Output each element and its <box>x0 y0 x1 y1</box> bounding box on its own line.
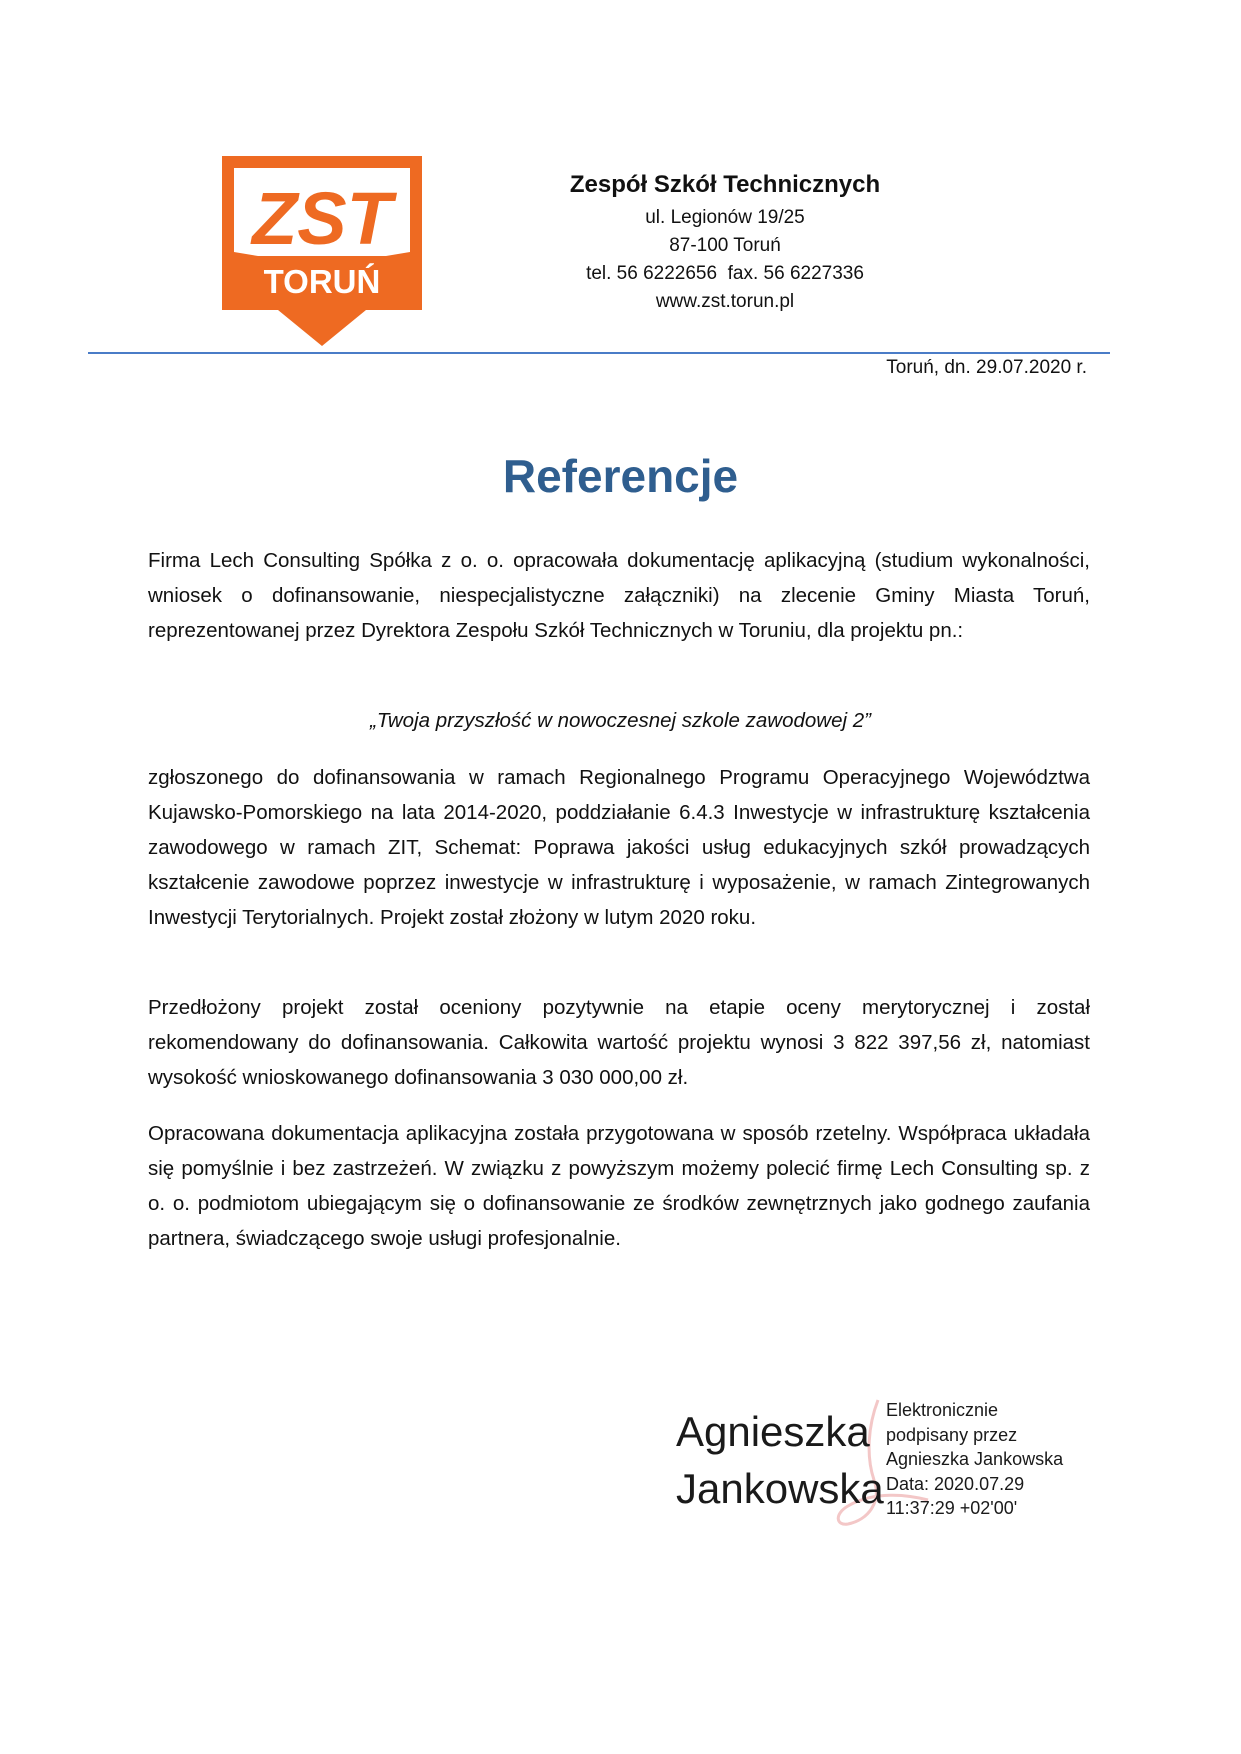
document-title: Referencje <box>502 450 739 502</box>
school-name: Zespół Szkół Technicznych <box>569 171 881 198</box>
address-line-1: ul. Legionów 19/25 <box>645 207 805 228</box>
paragraph-4-text: Opracowana dokumentacja aplikacyjna została przygotowana w sposób rzetelny. Współpraca układała się pomyślnie i bez zastrzeżeń. W związku z powyższym możemy polecić firmę Lech Consulting sp. z o. o. podmiotom ubiegającym się o dofinansowanie ze środków zewnętrznych jako godnego zaufania partnera, świadczącego swoje usługi profesjonalnie. <box>148 1122 1090 1250</box>
logo-bottom-text: TORUŃ <box>263 263 381 300</box>
paragraph-1-text: Firma Lech Consulting Spółka z o. o. opracowała dokumentację aplikacyjną (studium wykonalności, wniosek o dofinansowanie, niespecjalistyczne załączniki) na zlecenie Gminy Miasta Toruń, reprezentowanej przez Dyrektora Zespołu Szkół Technicznych w Toruniu, dla projektu pn.: <box>148 549 1090 642</box>
signature-name <box>676 1403 884 1517</box>
signature-info-line-2: podpisany przez <box>886 1424 1018 1445</box>
signature-info <box>886 1398 1063 1521</box>
paragraph-3-text: Przedłożony projekt został oceniony pozytywnie na etapie oceny merytorycznej i został rekomendowany do dofinansowania. Całkowita wartość projektu wynosi 3 822 397,56 zł, natomiast wysokość wnioskowanego dofinansowania 3 030 000,00 zł. <box>148 996 1090 1089</box>
signature-info-line-1: Elektronicznie <box>886 1400 999 1420</box>
signature-last-name: Jankowska <box>676 1465 884 1512</box>
paragraph-2-text: zgłoszonego do dofinansowania w ramach Regionalnego Programu Operacyjnego Województwa Kujawsko-Pomorskiego na lata 2014-2020, poddziałanie 6.4.3 Inwestycje w infrastrukturę kształcenia zawodowego w ramach ZIT, Schemat: Poprawa jakości usług edukacyjnych szkół prowadzących kształcenie zawodowe poprzez inwestycje w infrastrukturę i wyposażenie, w ramach Zintegrowanych Inwestycji Terytorialnych. Projekt został złożony w lutym 2020 roku. <box>148 766 1090 929</box>
body-paragraph-2 <box>148 760 1090 935</box>
project-quote: „Twoja przyszłość w nowoczesnej szkole zawodowej 2” <box>370 709 871 732</box>
zst-torun-logo <box>218 152 426 348</box>
document-date: Toruń, dn. 29.07.2020 r. <box>886 357 1087 378</box>
address-line-2: 87-100 Toruń <box>669 235 781 256</box>
signature-info-line-4: Data: 2020.07.29 <box>886 1473 1025 1494</box>
signature-info-line-3: Agnieszka Jankowska <box>886 1449 1064 1469</box>
signature-first-name: Agnieszka <box>676 1408 870 1455</box>
website: www.zst.torun.pl <box>655 291 795 312</box>
body-paragraph-3 <box>148 990 1090 1095</box>
school-header <box>540 168 910 316</box>
signature-info-line-5: 11:37:29 +02'00' <box>886 1498 1018 1518</box>
phone-fax: tel. 56 6222656 fax. 56 6227336 <box>586 263 864 284</box>
body-paragraph-1 <box>148 543 1090 648</box>
logo-top-text: ZST <box>252 177 392 260</box>
body-paragraph-4 <box>148 1116 1090 1256</box>
